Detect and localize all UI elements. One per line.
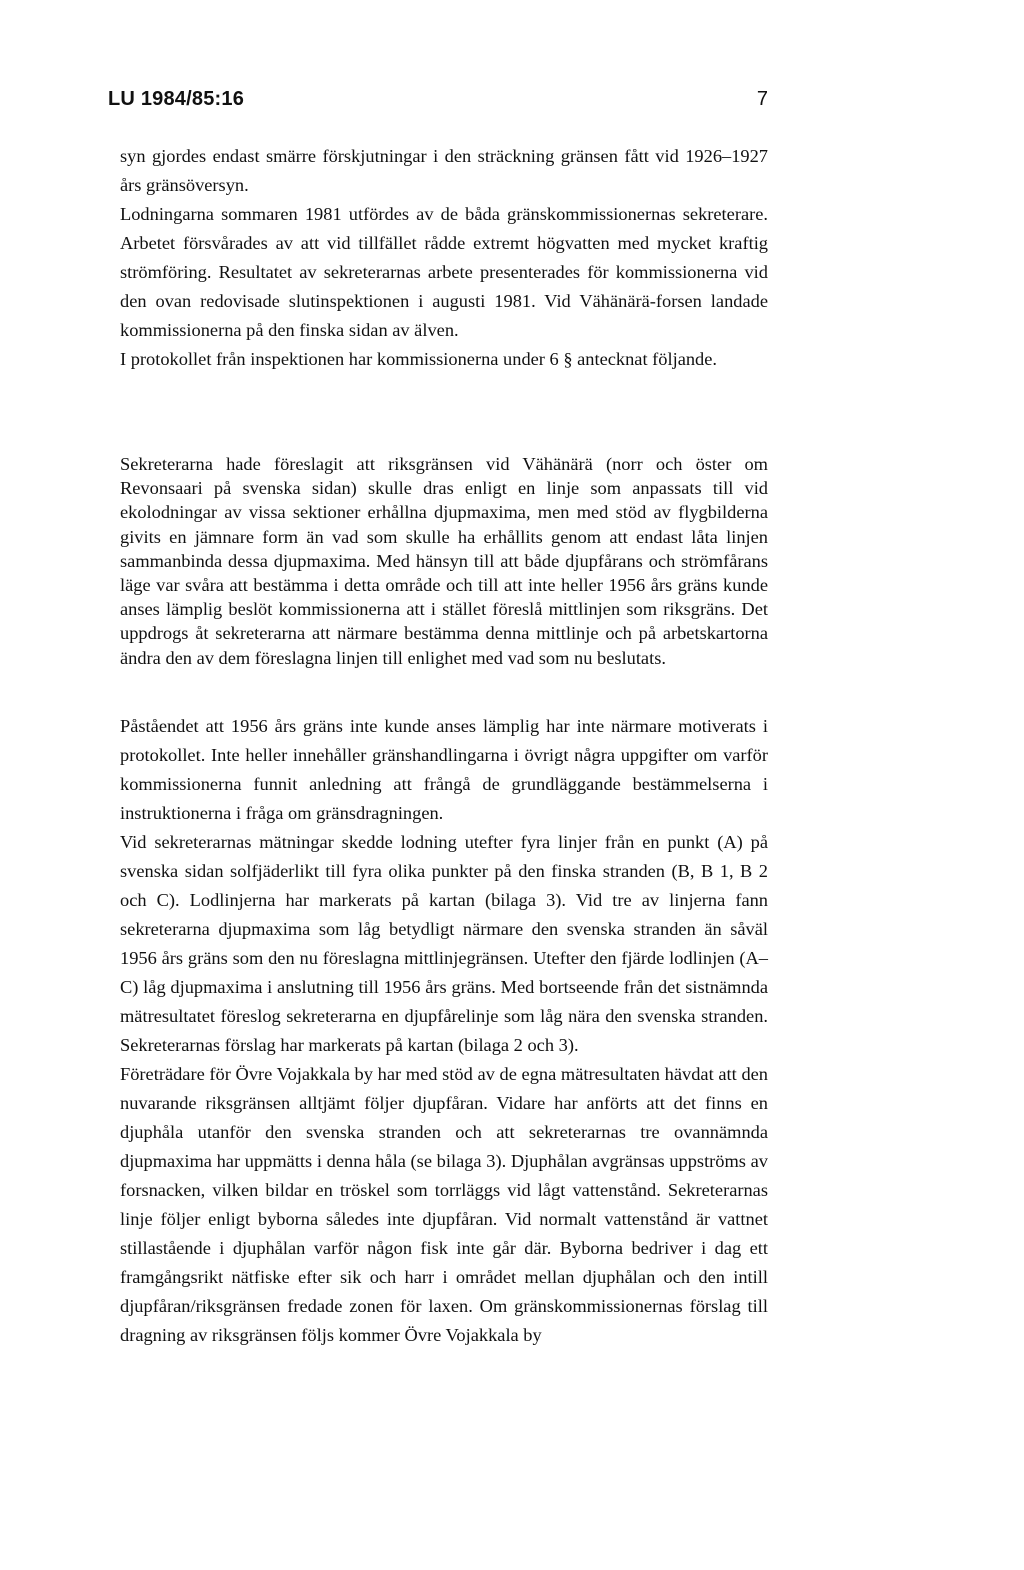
document-identifier: LU 1984/85:16 (108, 88, 245, 110)
body-section-2 (120, 712, 768, 1350)
paragraph: Påståendet att 1956 års gräns inte kunde anses lämplig har inte närmare motiverats i protokollet. Inte heller innehåller gränshandlingarna i övrigt några uppgifter om varför kommissionerna funnit anledning att frångå de grundläggande bestämmelserna i instruktionerna i fråga om gränsdragningen. (120, 716, 768, 823)
paragraph: Vid sekreterarnas mätningar skedde lodning utefter fyra linjer från en punkt (A) på svenska sidan solfjäderlikt till fyra olika punkter på den finska stranden (B, B 1, B 2 och C). Lodlinjerna har markerats på kartan (bilaga 3). Vid tre av linjerna fann sekreterarna djupmaxima som låg betydligt närmare den svenska stranden än såväl 1956 års gräns som den nu föreslagna mittlinjegränsen. Utefter den fjärde lodlinjen (A–C) låg djupmaxima i anslutning till 1956 års gräns. Med bortseende från det sistnämnda mätresultatet föreslog sekreterarna en djupfårelinje som låg nära den svenska stranden. Sekreterarnas förslag har markerats på kartan (bilaga 2 och 3). (120, 832, 768, 1055)
paragraph: Företrädare för Övre Vojakkala by har med stöd av de egna mätresultaten hävdat att den nuvarande riksgränsen alltjämt följer djupfåran. Vidare har anförts att det finns en djuphåla utanför den svenska stranden och att sekreterarnas tre ovannämnda djupmaxima har uppmätts i denna håla (se bilaga 3). Djuphålan avgränsas uppströms av forsnacken, vilken bildar en tröskel som torrläggs vid lågt vattenstånd. Sekreterarnas linje följer enligt byborna således inte djupfåran. Vid normalt vattenstånd är vattnet stillastående i djuphålan varför någon fisk inte går där. Byborna bedriver i dag ett framgångsrikt nätfiske efter sik och harr i området mellan djuphålan och den intill djupfåran/riksgränsen fredade zonen för laxen. Om gränskommissionernas förslag till dragning av riksgränsen följs kommer Övre Vojakkala by (120, 1064, 768, 1345)
quoted-paragraph: Sekreterarna hade föreslagit att riksgränsen vid Vähänärä (norr och öster om Revonsaari på svenska sidan) skulle dras enligt en linje som anpassats till vid ekolodningar av vissa sektioner erhållna djupmaxima, men med stöd av flygbilderna givits en jämnare form än vad som skulle ha erhållits genom att endast låta linjen sammanbinda dessa djupmaxima. Med hänsyn till att både djupfårans och strömfårans läge var svåra att bestämma i detta område och till att inte heller 1956 års gräns kunde anses lämplig beslöt kommissionerna att i stället föreslå mittlinjen som riksgräns. Det uppdrogs åt sekreterarna att närmare bestämma denna mittlinje och på arbetskartorna ändra den av dem föreslagna linjen till enlighet med vad som nu beslutats. (120, 454, 768, 668)
page-header (108, 88, 768, 118)
body-section-1 (120, 142, 768, 374)
page-number: 7 (756, 88, 768, 110)
quoted-protocol-excerpt (120, 452, 768, 670)
paragraph: syn gjordes endast smärre förskjutningar i den sträckning gränsen fått vid 1926–1927 års gränsöversyn. (120, 146, 768, 195)
paragraph: I protokollet från inspektionen har kommissionerna under 6 § antecknat följande. (120, 349, 718, 369)
paragraph: Lodningarna sommaren 1981 utfördes av de båda gränskommissionernas sekreterare. Arbetet försvårades av att vid tillfället rådde extremt högvatten med mycket kraftig strömföring. Resultatet av sekreterarnas arbete presenterades för kommissionerna vid den ovan redovisade slutinspektionen i augusti 1981. Vid Vähänärä-forsen landade kommissionerna på den finska sidan av älven. (120, 204, 768, 340)
